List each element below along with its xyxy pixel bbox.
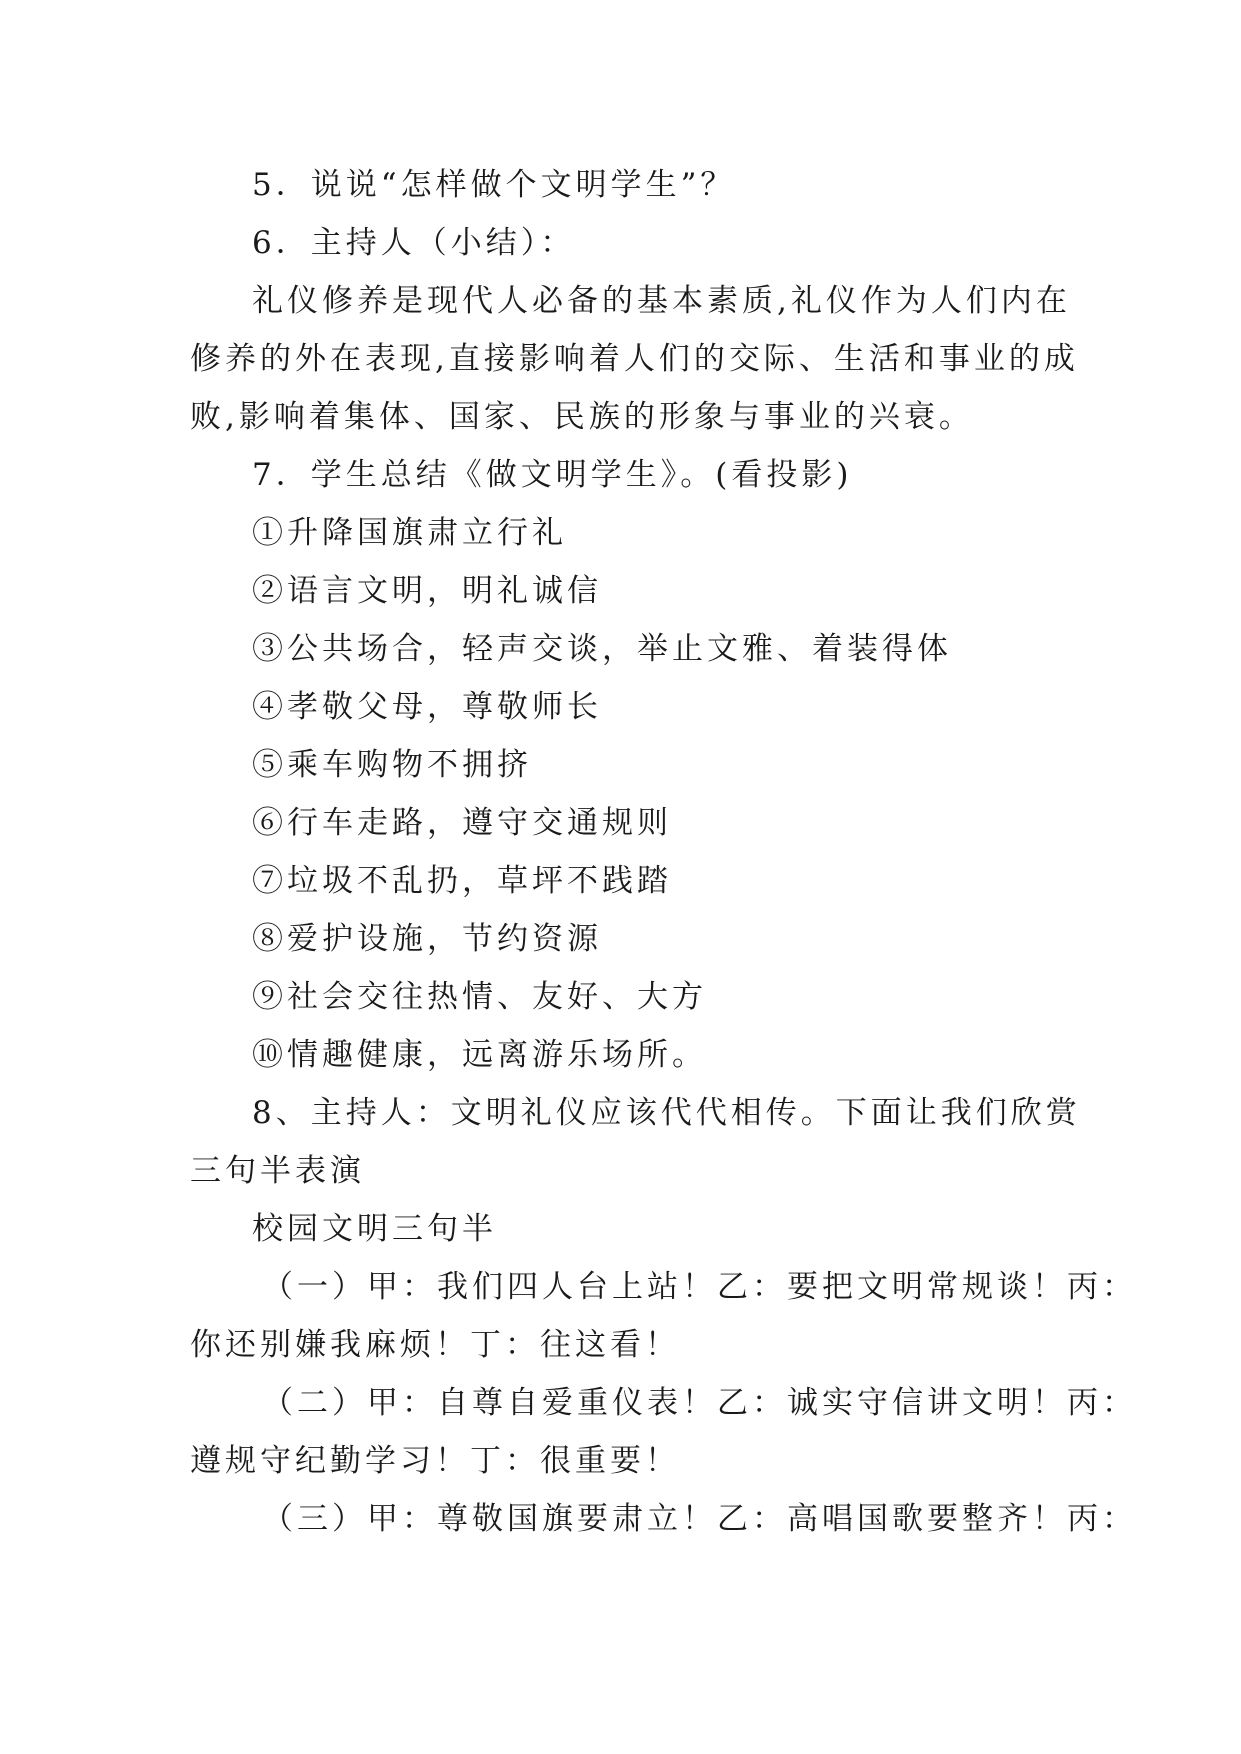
list-item-8: ⑧爱护设施，节约资源 xyxy=(252,921,602,957)
section-title: 校园文明三句半 xyxy=(252,1211,497,1247)
item-8-line-2: 三句半表演 xyxy=(190,1153,365,1189)
list-item-1: ①升降国旗肃立行礼 xyxy=(252,515,567,551)
list-item-10: ⑩情趣健康，远离游乐场所。 xyxy=(252,1037,707,1073)
item-5-heading: 5．说说“怎样做个文明学生”？ xyxy=(252,167,736,203)
verse-1-line-1: （一）甲：我们四人台上站！乙：要把文明常规谈！丙： xyxy=(262,1269,1137,1305)
list-item-9: ⑨社会交往热情、友好、大方 xyxy=(252,979,707,1015)
list-item-3: ③公共场合，轻声交谈，举止文雅、着装得体 xyxy=(252,631,952,667)
summary-paragraph-line-3: 败,影响着集体、国家、民族的形象与事业的兴衰。 xyxy=(190,399,974,435)
item-6-heading: 6．主持人（小结）： xyxy=(252,225,576,261)
verse-3-line-1: （三）甲：尊敬国旗要肃立！乙：高唱国歌要整齐！丙： xyxy=(262,1501,1137,1537)
verse-2-line-2: 遵规守纪勤学习！丁：很重要！ xyxy=(190,1443,680,1479)
list-item-2: ②语言文明，明礼诚信 xyxy=(252,573,602,609)
verse-1-line-2: 你还别嫌我麻烦！丁：往这看！ xyxy=(190,1327,680,1363)
summary-paragraph-line-1: 礼仪修养是现代人必备的基本素质,礼仪作为人们内在 xyxy=(252,283,1071,319)
verse-2-line-1: （二）甲：自尊自爱重仪表！乙：诚实守信讲文明！丙： xyxy=(262,1385,1137,1421)
list-item-6: ⑥行车走路，遵守交通规则 xyxy=(252,805,672,841)
item-7-heading: 7．学生总结《做文明学生》。(看投影) xyxy=(252,457,853,493)
list-item-4: ④孝敬父母，尊敬师长 xyxy=(252,689,602,725)
summary-paragraph-line-2: 修养的外在表现,直接影响着人们的交际、生活和事业的成 xyxy=(190,341,1079,377)
item-8-line-1: 8、主持人：文明礼仪应该代代相传。下面让我们欣赏 xyxy=(252,1095,1081,1131)
list-item-5: ⑤乘车购物不拥挤 xyxy=(252,747,532,783)
list-item-7: ⑦垃圾不乱扔，草坪不践踏 xyxy=(252,863,672,899)
